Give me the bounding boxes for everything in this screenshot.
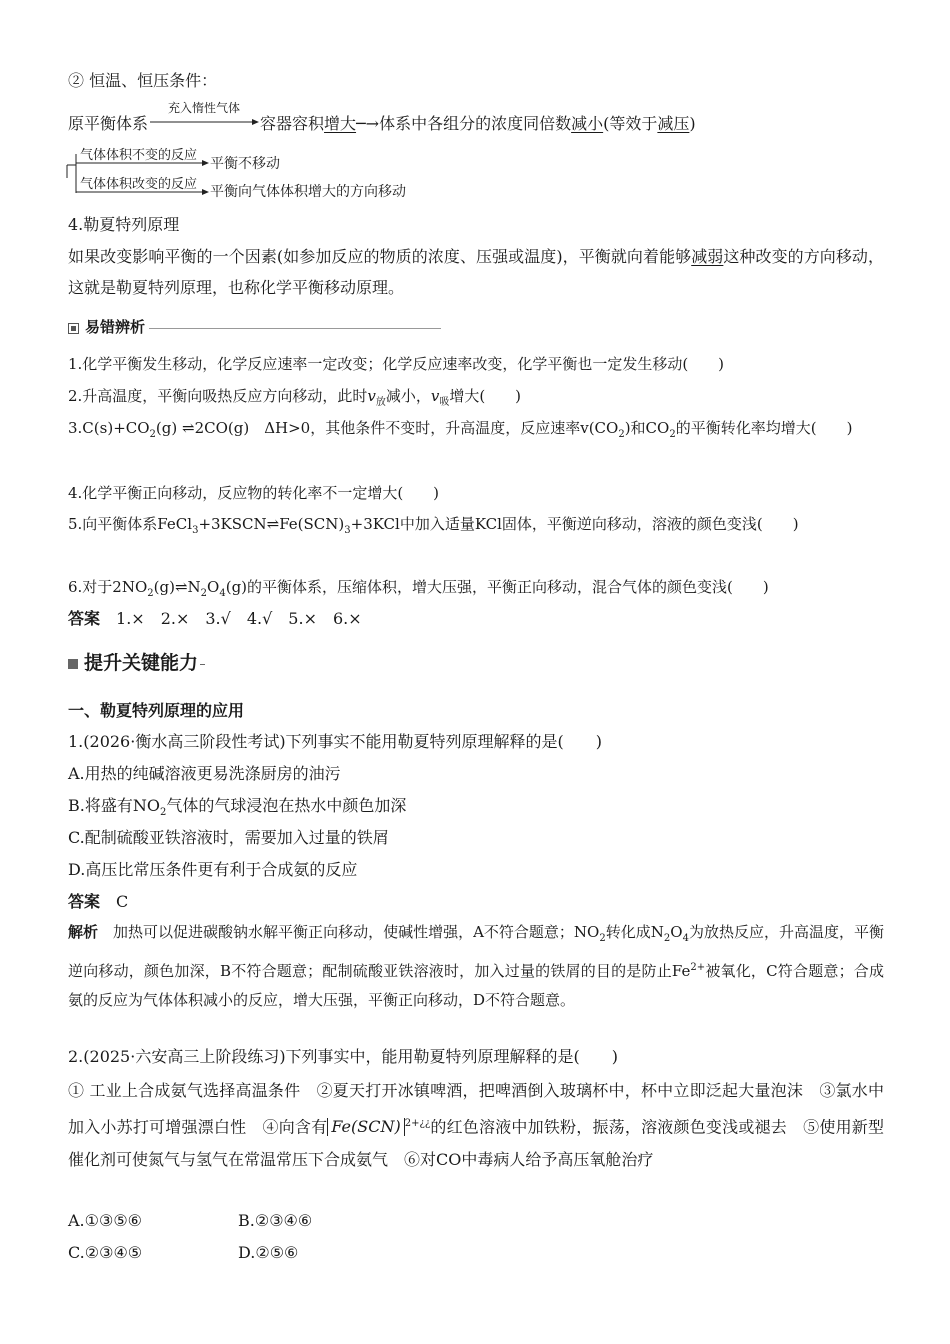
errors-title: 易错辨析 bbox=[85, 318, 146, 336]
sub: 3 bbox=[344, 525, 351, 536]
principle-text bbox=[68, 241, 884, 303]
q5-part2: +3KSCN⇌Fe(SCN) bbox=[198, 515, 345, 533]
problem2-stem: 2.(2025·六安高三上阶段练习)下列事实中，能用勒夏特列原理解释的是( ) bbox=[68, 1047, 619, 1066]
analysis-part2: 转化成N bbox=[605, 923, 664, 941]
sub: 2 bbox=[618, 429, 625, 440]
error-q5 bbox=[68, 509, 884, 546]
sup-charge: 2+ bbox=[690, 962, 706, 973]
problem1-option-a: A.用热的纯碱溶液更易洗涤厨房的油污 bbox=[68, 764, 341, 783]
problem2-body bbox=[68, 1074, 884, 1176]
opt-b-part1: B.将盛有NO bbox=[68, 796, 160, 815]
ability-subtitle: 一、勒夏特列原理的应用 bbox=[68, 701, 245, 720]
complex-ion: Fe(SCN) bbox=[327, 1118, 404, 1136]
sub: 3 bbox=[192, 525, 199, 536]
sub: 2 bbox=[669, 429, 676, 440]
analysis-part5: 被氧化，C符合题意；合成氨的反应为气体体积减小的反应，增大压强，平衡正向移动，D不符合题意。 bbox=[68, 962, 884, 1009]
complex-sup: 2+¿¿ bbox=[404, 1118, 431, 1129]
errors-answer bbox=[68, 608, 362, 630]
answer-values: 1.× 2.× 3.√ 4.√ 5.× 6.× bbox=[116, 609, 362, 628]
p2-body-part1: ① 工业上合成氨气选择高温条件 ②夏天打开冰镇啤酒，把啤酒倒入玻璃杯中，杯中立即泛起大量泡沫 ③氯水中加入小苏打可增强漂白性 ④向含有 bbox=[68, 1081, 884, 1137]
problem1-stem: 1.(2026·衡水高三阶段性考试)下列事实不能用勒夏特列原理解释的是( ) bbox=[68, 732, 603, 751]
v-symbol: v bbox=[367, 387, 376, 405]
blank-weaken: 减弱 bbox=[691, 247, 724, 266]
ability-title-bar bbox=[68, 651, 205, 675]
problem1-answer bbox=[68, 891, 128, 913]
q3-part4: )和CO bbox=[624, 419, 670, 437]
q2-part3: 增大( ) bbox=[449, 387, 522, 405]
ability-title: 提升关键能力 bbox=[84, 652, 199, 674]
errors-title-bar bbox=[68, 316, 441, 338]
analysis-part1: 加热可以促进碳酸钠水解平衡正向移动，使碱性增强，A不符合题意；NO bbox=[113, 923, 600, 941]
flow-mid1: 容器容积 bbox=[260, 114, 325, 133]
sub: 2 bbox=[200, 588, 208, 599]
flow-arrow bbox=[148, 101, 260, 135]
opt-b-part2: 气体的气球浸泡在热水中颜色加深 bbox=[166, 796, 407, 815]
q3-part2: (g) ⇌2CO(g) ΔH>0，其他条件不变时，升高温度，反应速率 bbox=[155, 419, 581, 437]
flow-mid3: (等效于 bbox=[603, 114, 658, 133]
principle-text-2: 这种改变的方向移动，这就是勒夏特列原理，也称化学平衡移动原理。 bbox=[68, 247, 884, 297]
blank-increase: 增大 bbox=[324, 114, 357, 133]
error-q3 bbox=[68, 413, 884, 450]
q3-part1: 3.C(s)+CO bbox=[68, 419, 150, 437]
q6-part2: (g)⇌N bbox=[153, 578, 201, 596]
arrow-label: 充入惰性气体 bbox=[168, 101, 241, 115]
sub: 4 bbox=[219, 588, 226, 599]
q5-part1: 5.向平衡体系FeCl bbox=[68, 515, 193, 533]
branch2-result: 平衡向气体体积增大的方向移动 bbox=[210, 184, 406, 200]
sub-absorb: 吸 bbox=[439, 397, 450, 408]
flow-start: 原平衡体系 bbox=[68, 114, 149, 133]
problem1-option-b bbox=[68, 795, 406, 824]
condition-heading: ② 恒温、恒压条件： bbox=[68, 71, 218, 90]
analysis-label: 解析 bbox=[68, 923, 99, 941]
problem1-option-d: D.高压比常压条件更有利于合成氨的反应 bbox=[68, 860, 358, 879]
divider bbox=[149, 328, 441, 329]
analysis-part3: O bbox=[670, 923, 683, 941]
error-q6 bbox=[68, 576, 769, 605]
square-bullet-icon bbox=[68, 323, 79, 334]
principle-text-1: 如果改变影响平衡的一个因素(如参加反应的物质的浓度、压强或温度)，平衡就向着能够 bbox=[68, 247, 692, 266]
problem2-option-c: C.②③④⑤ bbox=[68, 1243, 143, 1262]
problem1-analysis bbox=[68, 918, 884, 1015]
section-bullet-icon bbox=[68, 659, 78, 669]
dash-arrow-icon: ─→ bbox=[356, 114, 380, 133]
flow-mid2: 体系中各组分的浓度同倍数 bbox=[379, 114, 572, 133]
answer-label: 答案 bbox=[68, 892, 101, 911]
q6-part4: (g)的平衡体系，压缩体积，增大压强，平衡正向移动，混合气体的颜色变浅( ) bbox=[225, 578, 769, 596]
problem1-option-c: C.配制硫酸亚铁溶液时，需要加入过量的铁屑 bbox=[68, 828, 389, 847]
branch1-result: 平衡不移动 bbox=[210, 156, 280, 172]
error-q1: 1.化学平衡发生移动，化学反应速率一定改变；化学反应速率改变，化学平衡也一定发生移动( ) bbox=[68, 355, 725, 373]
principle-heading: 4.勒夏特列原理 bbox=[68, 215, 180, 234]
sub: 2 bbox=[663, 933, 671, 944]
sub: 2 bbox=[159, 807, 167, 819]
answer-value: C bbox=[116, 892, 129, 911]
problem2-option-b: B.②③④⑥ bbox=[238, 1211, 313, 1230]
problem2-option-a: A.①③⑤⑥ bbox=[68, 1211, 143, 1230]
answer-label: 答案 bbox=[68, 609, 101, 628]
blank-depressurize: 减压 bbox=[657, 114, 690, 133]
equilibrium-flow bbox=[68, 101, 696, 135]
error-q2 bbox=[68, 385, 521, 414]
flow-close: ) bbox=[689, 114, 696, 133]
q3-part5: 的平衡转化率均增大( ) bbox=[675, 419, 853, 437]
sub: 2 bbox=[599, 933, 606, 944]
branch1-label: 气体体积不变的反应 bbox=[80, 148, 198, 163]
q5-part3: +3KCl中加入适量KCl固体，平衡逆向移动，溶液的颜色变浅( ) bbox=[350, 515, 799, 533]
q6-part1: 6.对于2NO bbox=[68, 578, 148, 596]
problem2-option-d: D.②⑤⑥ bbox=[238, 1243, 299, 1262]
v-symbol: v bbox=[430, 387, 440, 405]
q2-part2: 减小， bbox=[385, 387, 431, 405]
q3-part3: v(CO bbox=[580, 419, 619, 437]
sub-release: 放 bbox=[375, 397, 386, 408]
sub: 2 bbox=[147, 588, 154, 599]
p2-body-part2: 的红色溶液中加铁粉，振荡，溶液颜色变浅或褪去 ⑤使用新型催化剂可使氮气与氢气在常温常压下合成氨气 ⑥对CO中毒病人给予高压氧舱治疗 bbox=[68, 1117, 884, 1170]
right-arrow-icon bbox=[148, 118, 260, 132]
sub: 4 bbox=[682, 933, 689, 944]
analysis-part4: 为放热反应，升高温度，平衡逆向移动，颜色加深，B不符合题意；配制硫酸亚铁溶液时，加入过量的铁屑的目的是防止Fe bbox=[68, 923, 884, 980]
error-q4: 4.化学平衡正向移动，反应物的转化率不一定增大( ) bbox=[68, 484, 440, 502]
blank-decrease: 减小 bbox=[571, 114, 604, 133]
q6-part3: O bbox=[207, 578, 220, 596]
branch2-label: 气体体积改变的反应 bbox=[80, 177, 198, 192]
title-tail bbox=[200, 664, 205, 665]
q2-part1: 2.升高温度，平衡向吸热反应方向移动，此时 bbox=[68, 387, 368, 405]
sub: 2 bbox=[149, 429, 156, 440]
